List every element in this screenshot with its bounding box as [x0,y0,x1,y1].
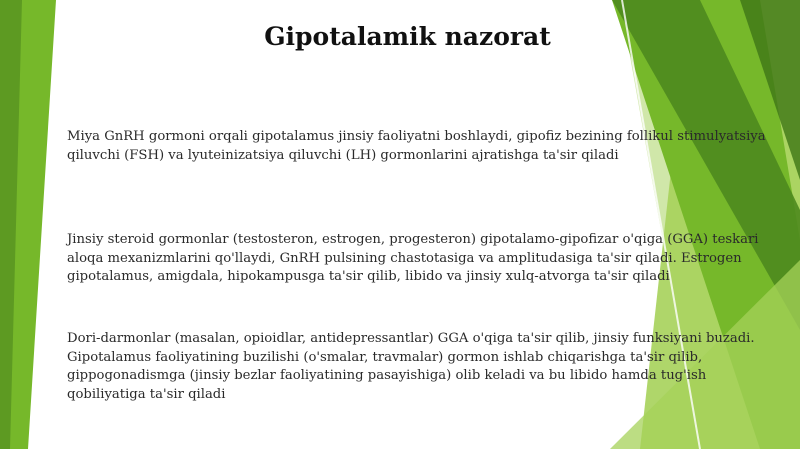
slide-title: Gipotalamik nazorat [264,22,551,51]
paragraph-gnrh: Miya GnRH gormoni orqali gipotalamus jinsiy faoliyatni boshlaydi, gipofiz bezining follikul stimulyatsiya qiluvchi (FSH) va lyuteinizatsiya qiluvchi (LH) gormonlarini ajratishga ta'sir qiladi [67,129,766,163]
paragraph-drugs-disorders: Dori-darmonlar (masalan, opioidlar, antidepressantlar) GGA o'qiga ta'sir qilib, jinsiy funksiyani buzadi. Gipotalamus faoliyatining buzilishi (o'smalar, travmalar) gormon ishlab chiqarishga ta'sir qilib, gippogonadismga (jinsiy bezlar faoliyatining pasayishiga) olib keladi va bu libido hamda tug'ish qobiliyatiga ta'sir qiladi [67,331,755,402]
paragraph-steroid-feedback: Jinsiy steroid gormonlar (testosteron, estrogen, progesteron) gipotalamo-gipofizar o'qiga (GGA) teskari aloqa mexanizmlarini qo'llaydi, GnRH pulsining chastotasiga va amplitudasiga ta'sir qiladi. Estrogen gipotalamus, amigdala, hipokampusga ta'sir qilib, libido va jinsiy xulq-atvorga ta'sir qiladi [67,232,759,285]
